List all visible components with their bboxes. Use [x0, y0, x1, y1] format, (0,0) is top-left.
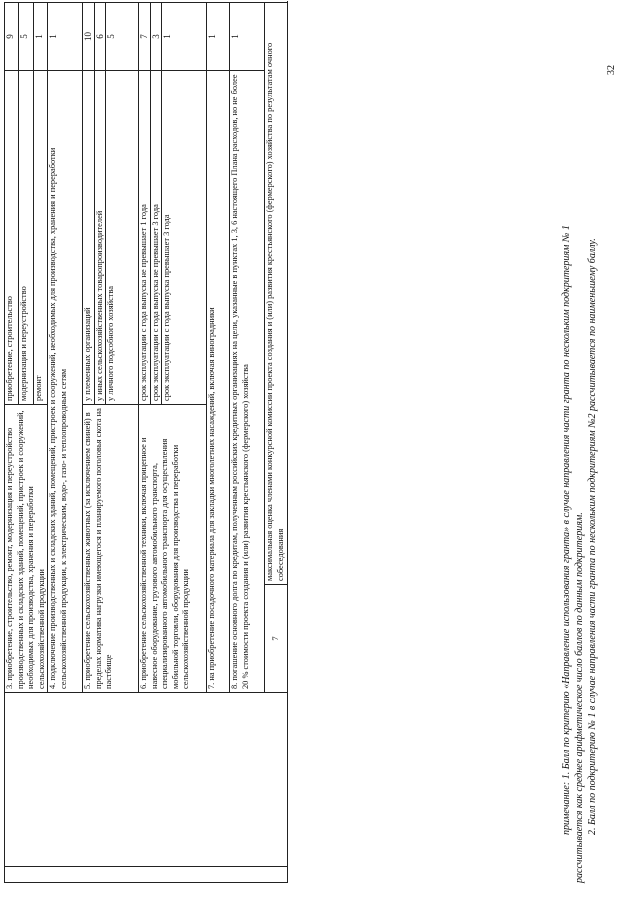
- table-row: [5, 2, 19, 882]
- criterion-name-cell: [5, 693, 288, 867]
- score-cell: 1: [33, 2, 47, 70]
- score-cell: 5: [106, 2, 139, 70]
- table-cell: срок эксплуатации с года выпуска не превышает 3 года: [150, 70, 162, 404]
- table-cell: 6. приобретение сельскохозяйственной техники, включая прицепное и навесное оборудование, грузового автомобильного транспорта, специализированного автомобильного транспорта для осуществления мобильной торговли, оборудования для производства и переработки сельскохозяйственной продукции: [139, 404, 207, 692]
- score-cell: 7: [139, 2, 151, 70]
- footnotes: [560, 193, 599, 883]
- footnote-2: 2. Балл по подкритерию № 1 в случае направления части гранта по нескольким подкритериям №2 рассчитывается по наименьшему баллу.: [587, 238, 598, 835]
- table-cell: у личного подсобного хозяйства: [106, 70, 139, 404]
- table-cell: 4. подключение производственных и складских зданий, помещений, пристроек и сооружений, необходимых для производства, хранения и переработки сельскохозяйственной продукции, к электрическим, водо-, газо- и теплопроводным сетям: [48, 70, 83, 692]
- score-cell: 5: [19, 2, 33, 70]
- score-cell: 6: [94, 2, 106, 70]
- page-number: 32: [606, 65, 617, 75]
- table-cell: 3. приобретение, строительство, ремонт, модернизация и переустройство производственных и складских зданий, помещений, пристроек и сооружений, необходимых для производства, хранения и переработки сельскохозяйственной продукции: [5, 404, 48, 692]
- table-cell: приобретение, строительство: [5, 70, 19, 404]
- table-cell: срок эксплуатации с года выпуска превышает 3 года: [162, 70, 207, 404]
- row-number-cell: [5, 867, 288, 883]
- table-cell: 5. приобретение сельскохозяйственных животных (за исключением свиней) в пределах норматива нагрузки имеющегося и планируемого поголовья скота на пастбище: [83, 404, 139, 692]
- score-cell: 1: [207, 2, 230, 70]
- table-cell: у иных сельскохозяйственных товаропроизводителей: [94, 70, 106, 404]
- table-cell: 7. на приобретение посадочного материала для закладки многолетних насаждений, включая виноградники: [207, 70, 230, 692]
- grant-criteria-table: [4, 2, 288, 883]
- score-cell: 3: [150, 2, 162, 70]
- score-cell: 10: [83, 2, 95, 70]
- score-cell: 1: [162, 2, 207, 70]
- score-cell: 1: [230, 2, 265, 70]
- table-cell: максимальная оценка членами конкурсной комиссии проекта создания и (или) развития крестьянского (фермерского) хозяйства по результатам очного собеседования: [265, 2, 288, 584]
- footnote-1: примечание: 1. Балл по критерию «Направление использования гранта» в случае направления части гранта по нескольким подкритериям № 1 рассчитывается как среднее арифметическое число баллов по данным подкритериям.: [561, 225, 585, 883]
- table-cell: модернизация и переустройство: [19, 70, 33, 404]
- table-cell: 8. погашение основного долга по кредитам, полученным российских кредитных организациях на цели, указанные в пунктах 1, 3, 6 настоящего Плана расходов, но не более 20 % стоимости проекта создания и (или) развития крестьянского (фермерского) хозяйства: [230, 70, 265, 692]
- score-cell: 9: [5, 2, 19, 70]
- table-cell: срок эксплуатации с года выпуска не превышает 1 года: [139, 70, 151, 404]
- table-cell: у племенных организаций: [83, 70, 95, 404]
- table-cell: ремонт: [33, 70, 47, 404]
- score-cell: 1: [48, 2, 83, 70]
- row-number: 7: [265, 585, 288, 693]
